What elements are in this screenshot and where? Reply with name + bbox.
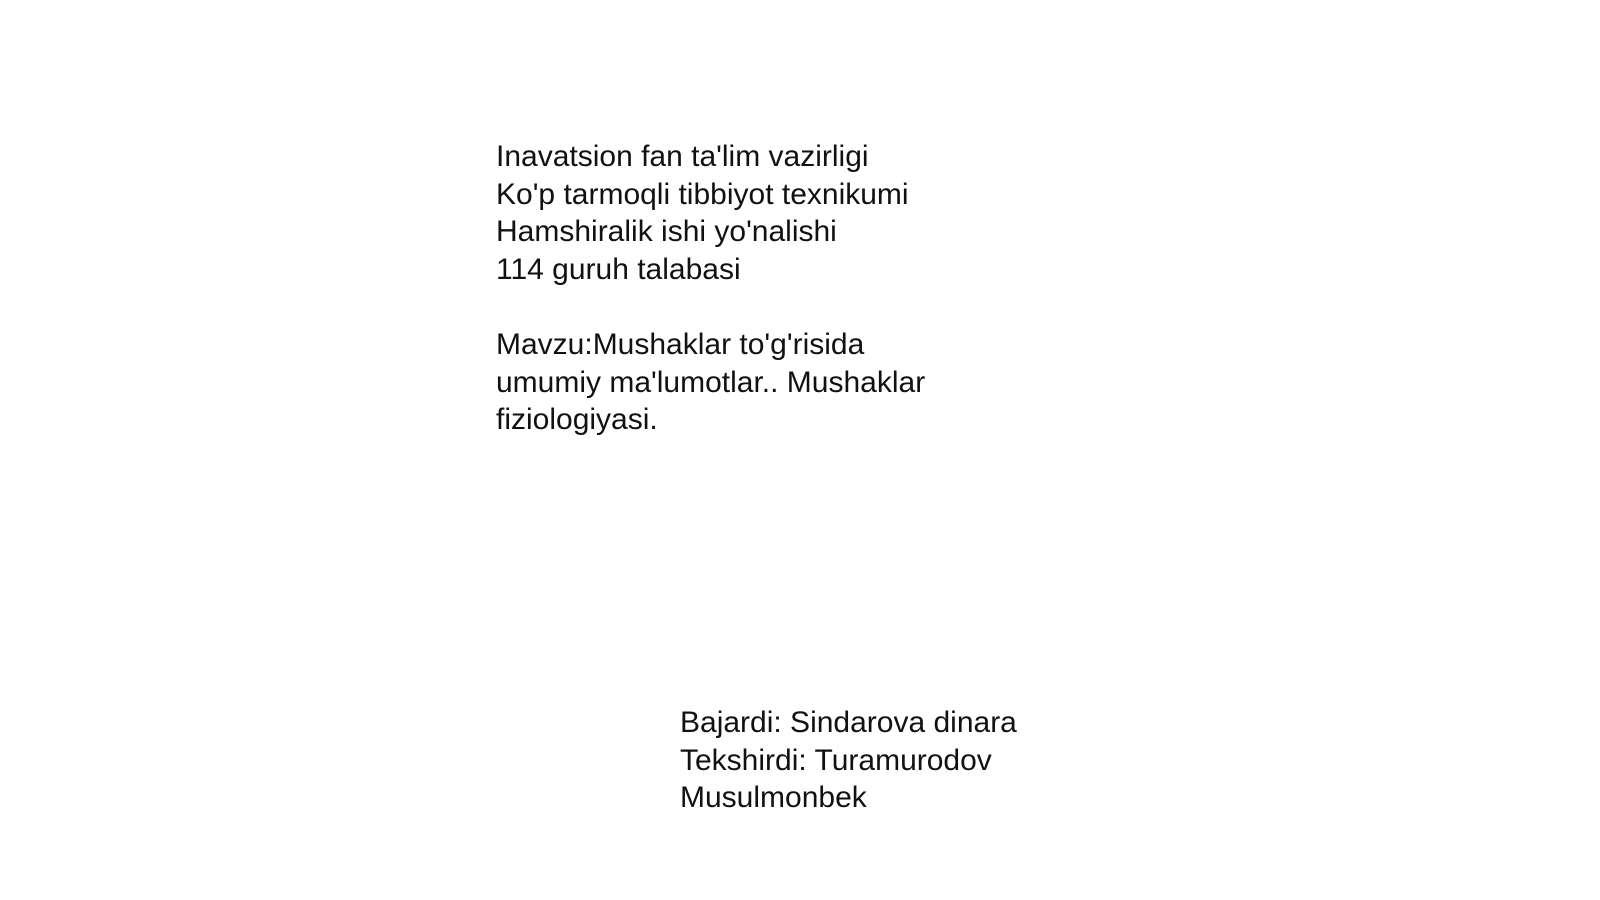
college-line: Ko'p tarmoqli tibbiyot texnikumi: [496, 177, 909, 211]
checked-by-line: Tekshirdi: Turamurodov: [680, 743, 992, 777]
group-line: 114 guruh talabasi: [496, 252, 741, 286]
ministry-line: Inavatsion fan ta'lim vazirligi: [496, 140, 869, 173]
checker-name-line: Musulmonbek: [680, 781, 867, 814]
topic-line: fiziologiyasi.: [496, 403, 658, 436]
topic-line: Mavzu:Mushaklar to'g'risida: [496, 328, 865, 361]
topic-title: [496, 326, 925, 439]
credits: [680, 704, 1017, 817]
department-line: Hamshiralik ishi yo'nalishi: [496, 215, 837, 248]
institution-header: [496, 138, 909, 288]
performed-by-line: Bajardi: Sindarova dinara: [680, 706, 1017, 739]
topic-line: umumiy ma'lumotlar.. Mushaklar: [496, 365, 926, 399]
